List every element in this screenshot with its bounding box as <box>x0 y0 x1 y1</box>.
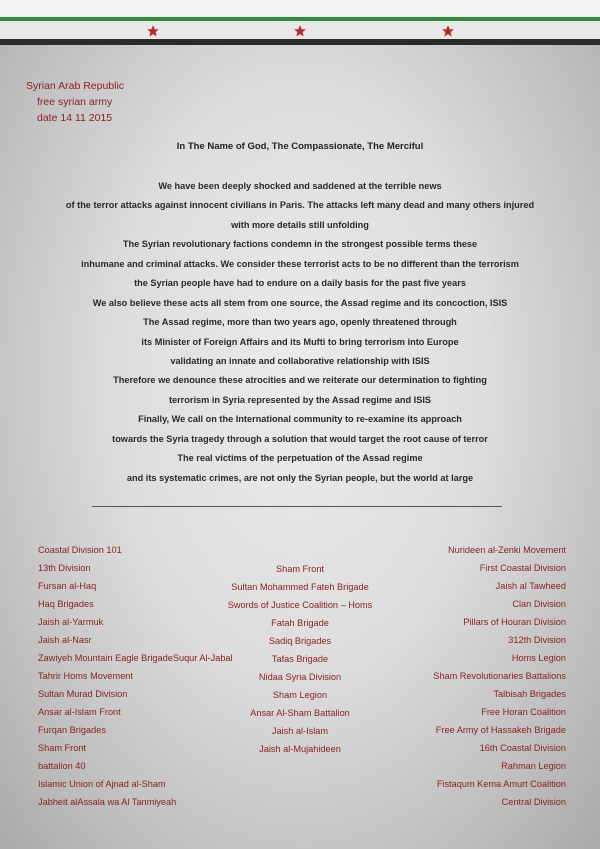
star-icon <box>146 24 160 38</box>
signatory-faction: Rahman Legion <box>501 761 566 771</box>
signatory-faction: Furqan Brigades <box>38 725 106 735</box>
statement-line: We have been deeply shocked and saddened at the terrible news <box>158 181 442 191</box>
signatories-left-column <box>38 541 233 811</box>
star-icon <box>293 24 307 38</box>
signatory-faction: Jaish al Tawheed <box>495 581 566 591</box>
signatory-faction: Sham Revolutionaries Battalions <box>433 671 566 681</box>
signatory-faction: Haq Brigades <box>38 599 94 609</box>
signatory-faction: Central Division <box>501 797 566 807</box>
signatory-faction: Fatah Brigade <box>271 618 329 628</box>
signatory-faction: Jaish al-Mujahideen <box>259 744 341 754</box>
signatories-middle-column <box>210 560 390 758</box>
signatory-faction: Tafas Brigade <box>271 654 329 664</box>
signatory-faction: Zawiyeh Mountain Eagle BrigadeSuqur Al-Jabal <box>38 653 233 663</box>
invocation-heading: In The Name of God, The Compassionate, The Merciful <box>176 141 424 152</box>
signatory-faction: Islamic Union of Ajnad al-Sham <box>38 779 166 789</box>
signatory-faction: Ansar al-Islam Front <box>38 707 121 717</box>
flag-banner <box>0 0 600 46</box>
signatory-faction: Ansar Al-Sham Battalion <box>250 708 350 718</box>
statement-line: We also believe these acts all stem from one source, the Assad regime and its concoction, ISIS <box>92 297 508 308</box>
signatory-faction: Nidaa Syria Division <box>258 672 342 682</box>
signatory-faction: Pillars of Houran Division <box>463 617 566 627</box>
signatory-faction: Jabheit alAssala wa Al Tanmiyeah <box>38 797 177 807</box>
signatory-faction: Jaish al-Yarmuk <box>38 617 104 627</box>
country-name: Syrian Arab Republic <box>26 80 125 92</box>
statement-line: towards the Syria tragedy through a solution that would target the root cause of terror <box>112 433 488 444</box>
signatory-faction: Nurideen al-Zenki Movement <box>448 545 566 555</box>
flag-stripe-top <box>0 0 600 17</box>
signatory-faction: 16th Coastal Division <box>479 743 566 753</box>
signatory-faction: Talbisah Brigades <box>493 689 566 699</box>
statement-line: inhumane and criminal attacks. We consider these terrorist acts to be no different than the terrorism <box>81 258 519 269</box>
statement-line: The real victims of the perpetuation of the Assad regime <box>177 453 423 464</box>
signatory-faction: Sham Front <box>276 564 324 574</box>
statement-line: Therefore we denounce these atrocities and we reiterate our determination to fighting <box>113 375 487 386</box>
signatory-faction: Coastal Division 101 <box>38 545 122 555</box>
signatory-faction: battalion 40 <box>38 761 86 771</box>
statement-line: terrorism in Syria represented by the Assad regime and ISIS <box>168 394 432 405</box>
signatories-right-column <box>433 541 566 811</box>
statement-line: and its systematic crimes, are not only the Syrian people, but the world at large <box>126 472 474 483</box>
statement-line: The Assad regime, more than two years ago, openly threatened through <box>143 317 457 328</box>
statement-line: its Minister of Foreign Affairs and its Mufti to bring terrorism into Europe <box>141 336 459 347</box>
signatory-faction: Free Horan Coalition <box>481 707 566 717</box>
organization-name: free syrian army <box>37 96 113 108</box>
divider-line <box>92 506 502 507</box>
letterhead <box>26 78 124 126</box>
document-date: date 14 11 2015 <box>37 112 113 124</box>
signatory-faction: Clan Division <box>512 599 566 609</box>
signatory-faction: Sultan Mohammed Fateh Brigade <box>231 582 369 592</box>
signatory-faction: Sham Legion <box>272 690 328 700</box>
signatory-faction: Sadiq Brigades <box>268 636 332 646</box>
signatory-faction: Free Army of Hassakeh Brigade <box>435 725 566 735</box>
statement-body <box>20 177 580 488</box>
signatory-faction: Swords of Justice Coalition – Homs <box>227 600 373 610</box>
signatory-faction: 13th Division <box>38 563 91 573</box>
statement-line: with more details still unfolding <box>231 219 369 230</box>
signatory-faction: Fistaqum Kema Amurt Coalition <box>436 779 566 789</box>
signatory-faction: Homs Legion <box>511 653 566 663</box>
signatory-faction: First Coastal Division <box>479 563 566 573</box>
signatory-faction: Jaish al-Islam <box>271 726 329 736</box>
flag-stripe-black <box>0 39 600 45</box>
signatory-faction: Jaish al-Nasr <box>38 635 92 645</box>
statement-line: Finally, We call on the International community to re-examine its approach <box>138 414 462 425</box>
signatory-faction: Sham Front <box>38 743 86 753</box>
signatory-faction: Sultan Murad Division <box>38 689 128 699</box>
statement-line: of the terror attacks against innocent civilians in Paris. The attacks left many dead and many others injured <box>65 200 535 211</box>
signatory-faction: 312th Division <box>508 635 566 645</box>
statement-line: validating an innate and collaborative relationship with ISIS <box>170 355 430 366</box>
statement-line: The Syrian revolutionary factions condemn in the strongest possible terms these <box>122 239 478 250</box>
statement-line: the Syrian people have had to endure on a daily basis for the past five years <box>134 278 466 289</box>
signatory-faction: Tahrir Homs Movement <box>38 671 133 681</box>
signatory-faction: Fursan al-Haq <box>38 581 97 591</box>
star-icon <box>441 24 455 38</box>
